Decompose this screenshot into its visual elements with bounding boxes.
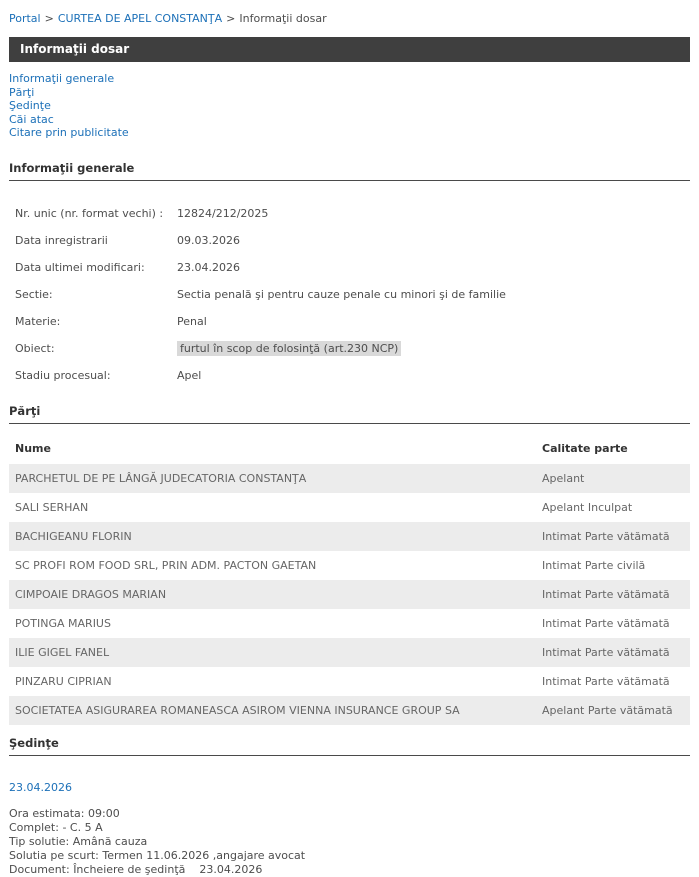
table-row — [9, 580, 690, 609]
quick-nav — [9, 72, 690, 140]
hearing-detail-document: Document: Încheiere de şedinţă 23.04.2026 — [9, 862, 263, 876]
field-label: Stadiu procesual: — [15, 368, 111, 382]
party-name: PINZARU CIPRIAN — [15, 674, 112, 688]
nav-link-cai-atac[interactable]: Căi atac — [9, 112, 54, 126]
table-row — [9, 522, 690, 551]
field-value: Sectia penală şi pentru cauze penale cu minori şi de familie — [177, 287, 506, 301]
field-data-ultimei-modificari — [9, 261, 690, 274]
table-row — [9, 493, 690, 522]
nav-link-parti[interactable]: Părţi — [9, 85, 35, 99]
hearing-detail-tip-solutie: Tip solutie: Amână cauza — [9, 834, 148, 848]
party-name: BACHIGEANU FLORIN — [9, 522, 536, 551]
section-heading-sedinte: Şedinţe — [9, 736, 690, 756]
table-row — [9, 609, 690, 638]
table-row — [9, 551, 690, 580]
field-value: 12824/212/2025 — [177, 206, 269, 220]
page-title-bar — [9, 37, 690, 62]
table-row — [9, 464, 690, 493]
section-heading-parti: Părţi — [9, 404, 690, 424]
field-value: Apel — [177, 368, 202, 382]
field-data-inregistrarii — [9, 234, 690, 247]
breadcrumb — [9, 0, 690, 25]
party-name: CIMPOAIE DRAGOS MARIAN — [9, 580, 536, 609]
nav-link-sedinte[interactable]: Şedinţe — [9, 99, 51, 112]
party-role: Intimat Parte vătămată — [536, 580, 690, 609]
field-value: 23.04.2026 — [177, 260, 240, 274]
field-stadiu-procesual — [9, 369, 690, 382]
table-row — [9, 696, 690, 725]
nav-link-informatii-generale[interactable]: Informaţii generale — [9, 72, 115, 85]
field-obiect — [9, 342, 690, 355]
field-label: Data ultimei modificari: — [15, 260, 145, 274]
table-row — [9, 667, 690, 696]
hearing-detail-solutia-pe-scurt: Solutia pe scurt: Termen 11.06.2026 ,angajare avocat — [9, 848, 306, 862]
parties-table — [9, 433, 690, 725]
field-label: Data inregistrarii — [15, 233, 108, 247]
field-nr-unic — [9, 207, 690, 220]
party-name: SALI SERHAN — [15, 500, 89, 514]
breadcrumb-link-portal[interactable]: Portal — [9, 12, 41, 25]
table-row — [9, 638, 690, 667]
field-label: Materie: — [15, 314, 61, 328]
party-name: ILIE GIGEL FANEL — [9, 638, 536, 667]
party-role: Intimat Parte civilă — [542, 558, 646, 572]
hearing-detail-complet: Complet: - C. 5 A — [9, 820, 103, 834]
field-label: Nr. unic (nr. format vechi) : — [15, 206, 164, 220]
breadcrumb-current: Informaţii dosar — [239, 12, 327, 25]
party-name: PARCHETUL DE PE LÂNGĂ JUDECATORIA CONSTANŢA — [9, 464, 536, 493]
breadcrumb-separator: > — [226, 12, 236, 25]
party-role: Intimat Parte vătămată — [536, 638, 690, 667]
field-value: Penal — [177, 314, 207, 328]
breadcrumb-link-court[interactable]: CURTEA DE APEL CONSTANŢA — [57, 12, 223, 25]
highlighted-value: furtul în scop de folosinţă (art.230 NCP) — [177, 341, 401, 356]
party-role: Apelant Inculpat — [542, 500, 633, 514]
section-heading-informatii-generale: Informaţii generale — [9, 161, 690, 181]
field-value — [177, 342, 690, 355]
breadcrumb-separator: > — [44, 12, 54, 25]
field-sectie — [9, 288, 690, 301]
field-label: Sectie: — [15, 287, 53, 301]
table-header-row — [9, 433, 690, 464]
field-value: 09.03.2026 — [177, 233, 240, 247]
party-role: Intimat Parte vătămată — [536, 522, 690, 551]
party-name: SOCIETATEA ASIGURAREA ROMANEASCA ASIROM VIENNA INSURANCE GROUP SA — [9, 696, 536, 725]
party-role: Apelant Parte vătămată — [536, 696, 690, 725]
column-header-calitate-parte: Calitate parte — [542, 441, 628, 455]
party-name: SC PROFI ROM FOOD SRL, PRIN ADM. PACTON GAETAN — [15, 558, 317, 572]
field-label: Obiect: — [15, 341, 55, 355]
hearing-detail-ora-estimata: Ora estimata: 09:00 — [9, 806, 120, 820]
party-role: Intimat Parte vătămată — [542, 616, 670, 630]
column-header-nume: Nume — [15, 441, 51, 455]
page-title: Informaţii dosar — [20, 42, 130, 56]
party-role: Intimat Parte vătămată — [542, 674, 670, 688]
party-name: POTINGA MARIUS — [15, 616, 111, 630]
hearing-date-link[interactable]: 23.04.2026 — [9, 780, 72, 794]
party-role: Apelant — [536, 464, 690, 493]
general-info-fields — [9, 207, 690, 382]
hearing-details — [9, 807, 690, 877]
field-materie — [9, 315, 690, 328]
nav-link-citare-publicitate[interactable]: Citare prin publicitate — [9, 126, 129, 139]
